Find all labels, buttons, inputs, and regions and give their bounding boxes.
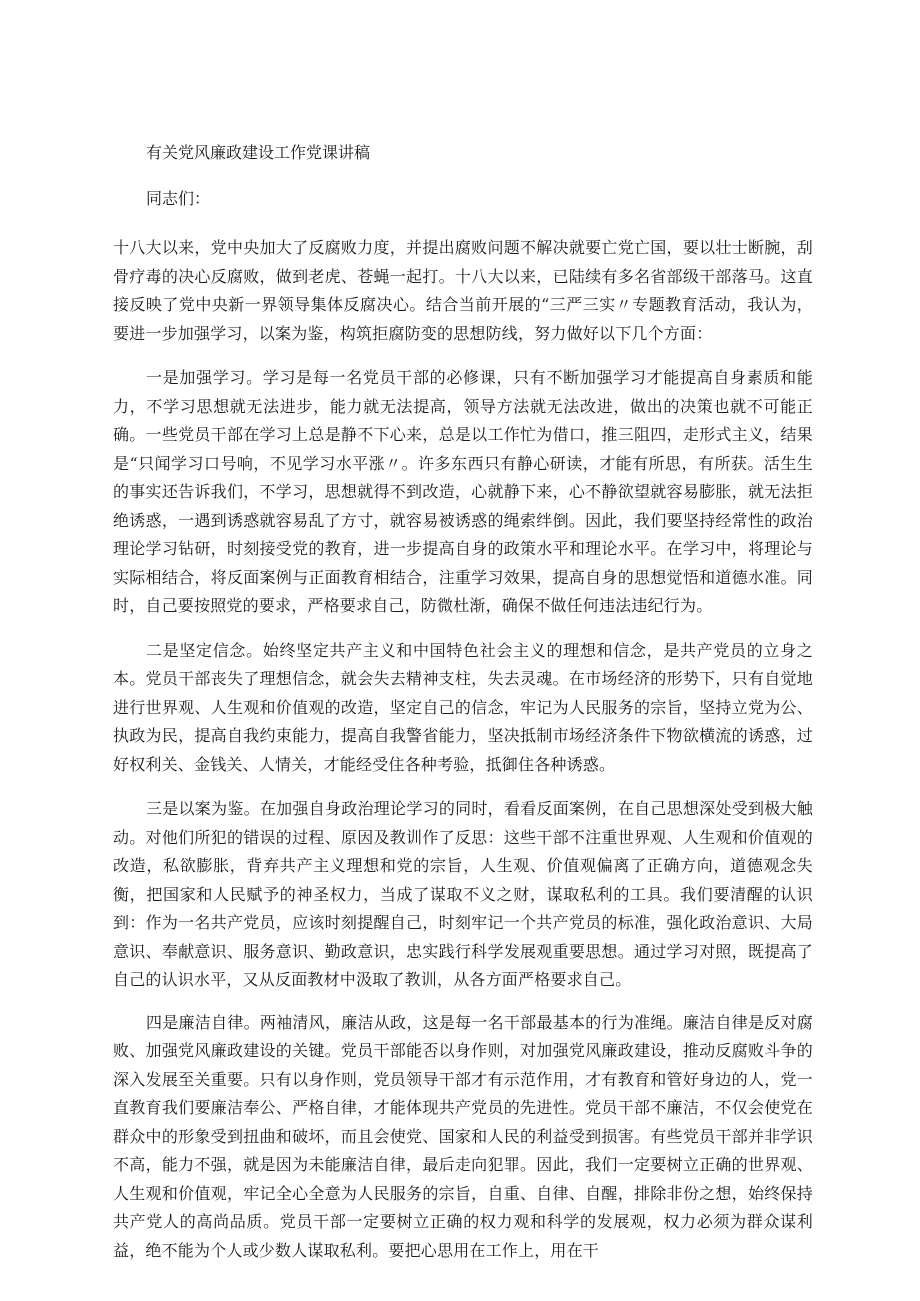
document-page [113,138,813,1265]
intro-paragraph: 十八大以来，党中央加大了反腐败力度，并提出腐败问题不解决就要亡党亡国，要以壮士断腕，刮骨疗毒的决心反腐败，做到老虎、苍蝇一起打。十八大以来，已陆续有多名省部级干部落马。这直接反映了党中央新一界领导集体反腐决心。结合当前开展的“三严三实〃专题教育活动，我认为，要进一步加强学习，以案为鉴，构筑拒腐防变的思想防线，努力做好以下几个方面： [113,238,813,343]
paragraph-integrity: 四是廉洁自律。两袖清风，廉洁从政，这是每一名干部最基本的行为准绳。廉洁自律是反对腐败、加强党风廉政建设的关键。党员干部能否以身作则，对加强党风廉政建设，推动反腐败斗争的深入发展至关重要。只有以身作则，党员领导干部才有示范作用，才有教育和管好身边的人，党一直教育我们要廉洁奉公、严格自律，才能体现共产党员的先进性。党员干部不廉洁，不仅会使党在群众中的形象受到扭曲和破坏，而且会使党、国家和人民的利益受到损害。有些党员干部并非学识不高，能力不强，就是因为未能廉洁自律，最后走向犯罪。因此，我们一定要树立正确的世界观、人生观和价值观，牢记全心全意为人民服务的宗旨，自重、自律、自醒，排除非份之想，始终保持共产党人的高尚品质。党员干部一定要树立正确的权力观和科学的发展观，权力必须为群众谋利益，绝不能为个人或少数人谋取私利。要把心思用在工作上，用在干 [113,1012,813,1260]
document-title: 有关党风廉政建设工作党课讲稿 [146,143,371,162]
paragraph-cases: 三是以案为鉴。在加强自身政治理论学习的同时，看看反面案例，在自己思想深处受到极大触动。对他们所犯的错误的过程、原因及教训作了反思：这些干部不注重世界观、人生观和价值观的改造，私欲膨胀，背弃共产主义理想和党的宗旨，人生观、价值观偏离了正确方向，道德观念失衡，把国家和人民赋予的神圣权力，当成了谋取不义之财，谋取私利的工具。我们要清醒的认识到：作为一名共产党员，应该时刻提醒自己，时刻牢记一个共产党员的标准，强化政治意识、大局意识、奉献意识、服务意识、勤政意识，忠实践行科学发展观重要思想。通过学习对照，既提高了自己的认识水平，又从反面教材中汲取了教训，从各方面严格要求自己。 [113,799,813,989]
paragraph-belief: 二是坚定信念。始终坚定共产主义和中国特色社会主义的理想和信念，是共产党员的立身之本。党员干部丧失了理想信念，就会失去精神支柱，失去灵魂。在市场经济的形势下，只有自觉地进行世界观、人生观和价值观的改造，坚定自己的信念，牢记为人民服务的宗旨，坚持立党为公、执政为民，提高自我约束能力，提高自我警省能力，坚决抵制市场经济条件下物欲横流的诱惑，过好权利关、金钱关、人情关，才能经受住各种考验，抵御住各种诱惑。 [113,640,813,774]
salutation: 同志们： [146,189,211,208]
paragraph-study: 一是加强学习。学习是每一名党员干部的必修课，只有不断加强学习才能提高自身素质和能力，不学习思想就无法进步，能力就无法提高，领导方法就无法改进，做出的决策也就不可能正确。一些党员干部在学习上总是静不下心来，总是以工作忙为借口，推三阻四，走形式主义，结果是“只闻学习口号响，不见学习水平涨〃。许多东西只有静心研读，才能有所思，有所获。活生生的事实还告诉我们，不学习，思想就得不到改造，心就静下来，心不静欲望就容易膨胀，就无法拒绝诱惑，一遇到诱惑就容易乱了方寸，就容易被诱惑的绳索绊倒。因此，我们要坚持经常性的政治理论学习钻研，时刻接受党的教育，进一步提高自身的政策水平和理论水平。在学习中，将理论与实际相结合，将反面案例与正面教育相结合，注重学习效果，提高自身的思想觉悟和道德水准。同时，自己要按照党的要求，严格要求自己，防微杜渐，确保不做任何违法违纪行为。 [113,368,813,615]
